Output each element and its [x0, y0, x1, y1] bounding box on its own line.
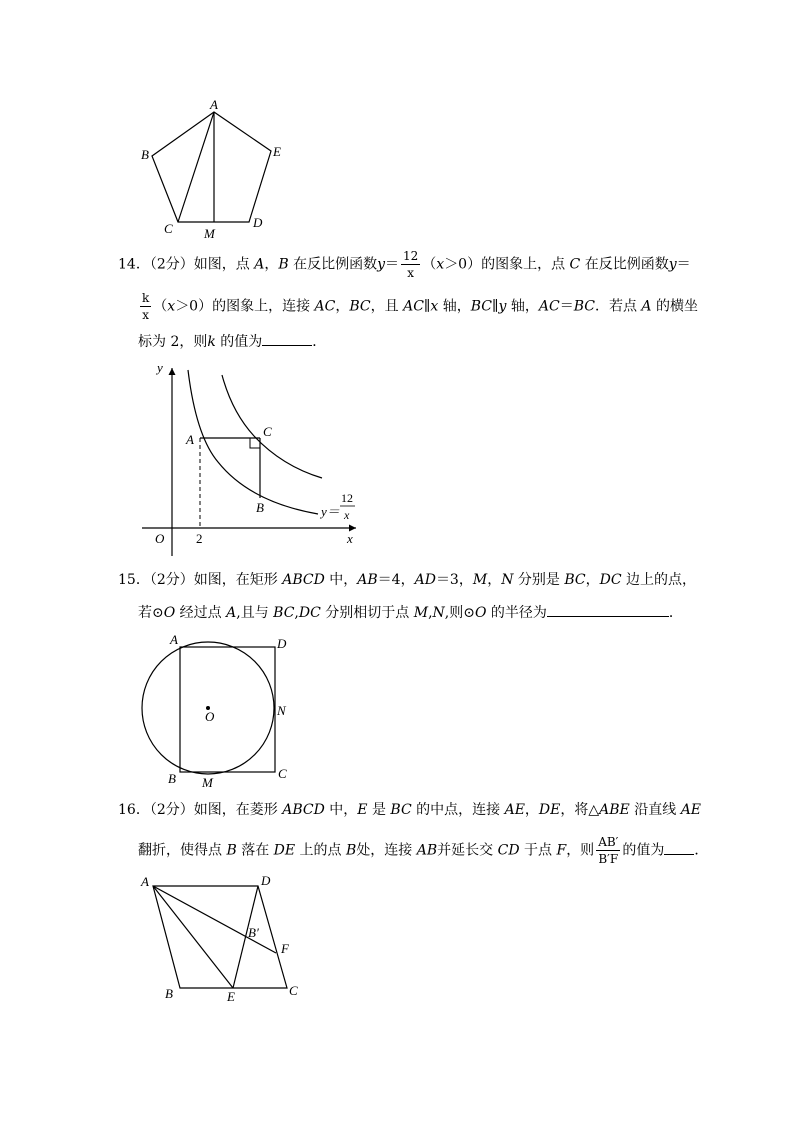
label-Bp: B′ [248, 925, 259, 940]
question-text: 的中点，连接 [411, 802, 505, 818]
question-text: ＞0）的图象上，点 [444, 256, 570, 273]
point-label: M [472, 572, 488, 588]
label-N: N [277, 703, 286, 718]
label-B: B [168, 771, 176, 786]
question-text: ，则 [566, 842, 595, 859]
question-text: ，且 [370, 298, 404, 315]
label-D: D [261, 873, 271, 888]
question-text: 处，连接 [356, 842, 417, 859]
curve-label-denominator: x [344, 508, 350, 522]
question-text: 分别是 [513, 572, 565, 588]
question-text: 若⊙ [138, 605, 164, 621]
question-text: 于点 [519, 842, 557, 859]
label-O: O [155, 531, 165, 546]
question-text: ， [585, 572, 600, 588]
question-text: 在反比例函数 [580, 256, 669, 273]
question-16-line-2 [138, 836, 708, 865]
fraction-numerator: k [142, 291, 150, 305]
label-A: A [186, 432, 194, 447]
point-label: E [357, 802, 368, 818]
segment-label: DC [599, 572, 622, 588]
segment-AE [153, 886, 233, 988]
question-text: 翻折，使得点 [138, 842, 227, 859]
segment-label: BC [564, 572, 586, 588]
fraction-denominator: x [142, 308, 150, 322]
answer-blank[interactable] [262, 331, 312, 346]
segment-label: CD [497, 842, 520, 859]
segment-label: DE [538, 802, 561, 818]
question-text: 的值为 [215, 334, 263, 350]
question-14-line-3 [138, 331, 326, 352]
question-text: 标为 2，则 [138, 334, 208, 350]
shape-label: ABCD [282, 572, 325, 588]
segment-label: AD [414, 572, 436, 588]
question-text: ，将△ [560, 802, 600, 818]
question-number: 16． [118, 802, 150, 818]
label-A: A [210, 97, 218, 112]
segment-AC [178, 112, 214, 222]
segment-label: DC [298, 605, 321, 621]
rhombus-ABCD [153, 886, 287, 988]
question-score: （2分） [149, 256, 194, 273]
question-15-line-2 [138, 602, 683, 623]
segment-label: AC [538, 298, 560, 315]
segment-label: AB [357, 572, 378, 588]
segment-label: BC [273, 605, 295, 621]
question-text: 落在 [236, 842, 274, 859]
variable-y: y [498, 298, 507, 315]
pentagon-ABCDE [152, 112, 271, 222]
answer-blank[interactable] [664, 840, 694, 855]
hyperbola-figure [140, 355, 370, 555]
variable-x: x [430, 298, 439, 315]
point-label: A [254, 256, 265, 273]
fraction-ABp-over-BpF [596, 836, 620, 865]
variable-x: x [436, 256, 445, 273]
point-label: N [432, 605, 445, 621]
fraction-12-over-x [401, 250, 420, 279]
right-angle-mark [250, 438, 260, 448]
question-text: 经过点 [175, 605, 227, 621]
question-text: ． [694, 842, 709, 859]
variable-y: y [668, 256, 677, 273]
rhombus-figure [140, 870, 310, 1010]
fraction-numerator: 12 [403, 249, 419, 263]
question-14-line-1 [118, 250, 691, 279]
label-D: D [253, 215, 263, 230]
fraction-denominator: x [407, 266, 415, 280]
parallel-symbol: ∥ [492, 298, 499, 315]
parallel-symbol: ∥ [423, 298, 431, 315]
question-15-line-1 [118, 570, 696, 590]
question-text: ， [335, 298, 350, 315]
question-text: ＝ [676, 256, 691, 273]
rectangle-ABCD [180, 647, 275, 772]
question-text: 沿直线 [629, 802, 681, 818]
shape-label: ABE [599, 802, 630, 818]
label-M: M [202, 775, 213, 790]
segment-label: AE [504, 802, 525, 818]
point-label: B [226, 842, 237, 859]
question-16-line-1 [118, 800, 701, 820]
label-x: x [347, 531, 353, 546]
label-C: C [289, 983, 298, 998]
question-text: ． [668, 605, 683, 621]
point-label: A [641, 298, 652, 315]
question-text: 中， [324, 572, 358, 588]
question-text: ,则⊙ [444, 605, 475, 621]
question-text: ＝3， [435, 572, 473, 588]
label-C: C [263, 424, 272, 439]
question-text: ,且与 [236, 605, 274, 621]
question-text: ， [264, 256, 279, 273]
question-text: ， [487, 572, 502, 588]
question-text: 轴， [438, 298, 471, 315]
label-O: O [205, 709, 215, 724]
segment-label: BC [390, 802, 412, 818]
question-text: , [428, 605, 433, 621]
curve-y-12-over-x [188, 370, 318, 514]
point-label: B [346, 842, 357, 859]
question-number: 15． [118, 572, 150, 588]
question-text: ．若点 [594, 298, 642, 315]
label-2: 2 [196, 531, 203, 546]
label-B: B [256, 500, 264, 515]
question-text: 并延长交 [437, 842, 498, 859]
point-label: F [556, 842, 567, 859]
question-text: 是 [367, 802, 391, 818]
question-text: 的值为 [622, 842, 665, 859]
shape-label: ABCD [282, 802, 325, 818]
circle-rectangle-figure [135, 630, 300, 790]
segment-label: AB [416, 842, 438, 859]
question-text: 如图，点 [193, 256, 255, 273]
answer-blank[interactable] [547, 602, 669, 617]
label-B: B [165, 986, 173, 1001]
label-E: E [227, 989, 235, 1004]
question-text: ＝ [559, 298, 574, 315]
point-label: M [413, 605, 429, 621]
question-text: 轴， [506, 298, 539, 315]
label-C: C [164, 221, 173, 236]
label-B: B [141, 147, 149, 162]
variable-x: x [167, 298, 176, 315]
segment-AF [153, 886, 276, 953]
segment-label: AC [403, 298, 424, 315]
pentagon-figure [130, 90, 300, 245]
label-y: y [157, 360, 163, 375]
question-number: 14． [118, 256, 150, 273]
question-text: ＝ [385, 256, 399, 273]
question-text: 的横坐 [651, 298, 698, 315]
question-score: （2分） [149, 572, 194, 588]
question-text: 上的点 [295, 842, 347, 859]
question-text: 分别相切于点 [320, 605, 414, 621]
segment-label: BC [470, 298, 493, 315]
fraction-denominator: B′F [598, 852, 619, 866]
curve-label-numerator: 12 [341, 491, 353, 505]
segment-label: AE [680, 802, 702, 818]
question-score: （2分） [149, 802, 194, 818]
question-text: 边上的点， [621, 572, 697, 588]
question-text: ＝4， [377, 572, 415, 588]
label-C: C [278, 766, 287, 781]
segment-label: BC [573, 298, 595, 315]
point-label: C [569, 256, 581, 273]
fraction-numerator: AB′ [598, 835, 619, 849]
point-label: O [163, 605, 176, 621]
point-label: N [501, 572, 514, 588]
label-A: A [170, 632, 178, 647]
question-text: ． [312, 334, 327, 350]
question-text: 如图，在菱形 [193, 802, 283, 818]
question-text: ， [524, 802, 539, 818]
label-F: F [281, 941, 289, 956]
curve-y-k-over-x [222, 375, 322, 478]
curve-label-y: y＝ [321, 504, 340, 519]
point-label: B [278, 256, 289, 273]
point-label: A [226, 605, 237, 621]
question-text: 如图，在矩形 [193, 572, 283, 588]
question-text: 在反比例函数 [288, 256, 378, 273]
question-text: （ [153, 298, 168, 315]
question-text: ＞0）的图象上，连接 [175, 298, 315, 315]
question-text: 的半径为 [486, 605, 547, 621]
label-E: E [273, 144, 281, 159]
question-text: （ [422, 256, 437, 273]
variable-k: k [207, 334, 216, 350]
question-text: , [294, 605, 299, 621]
fraction-k-over-x [140, 292, 151, 321]
question-text: 中， [324, 802, 358, 818]
label-A: A [141, 874, 149, 889]
segment-label: AC [314, 298, 336, 315]
label-M: M [204, 226, 215, 241]
variable-y: y [377, 256, 385, 273]
question-14-line-2 [138, 292, 698, 321]
segment-label: DE [273, 842, 296, 859]
point-label: O [474, 605, 487, 621]
segment-label: BC [349, 298, 371, 315]
label-D: D [277, 636, 287, 651]
